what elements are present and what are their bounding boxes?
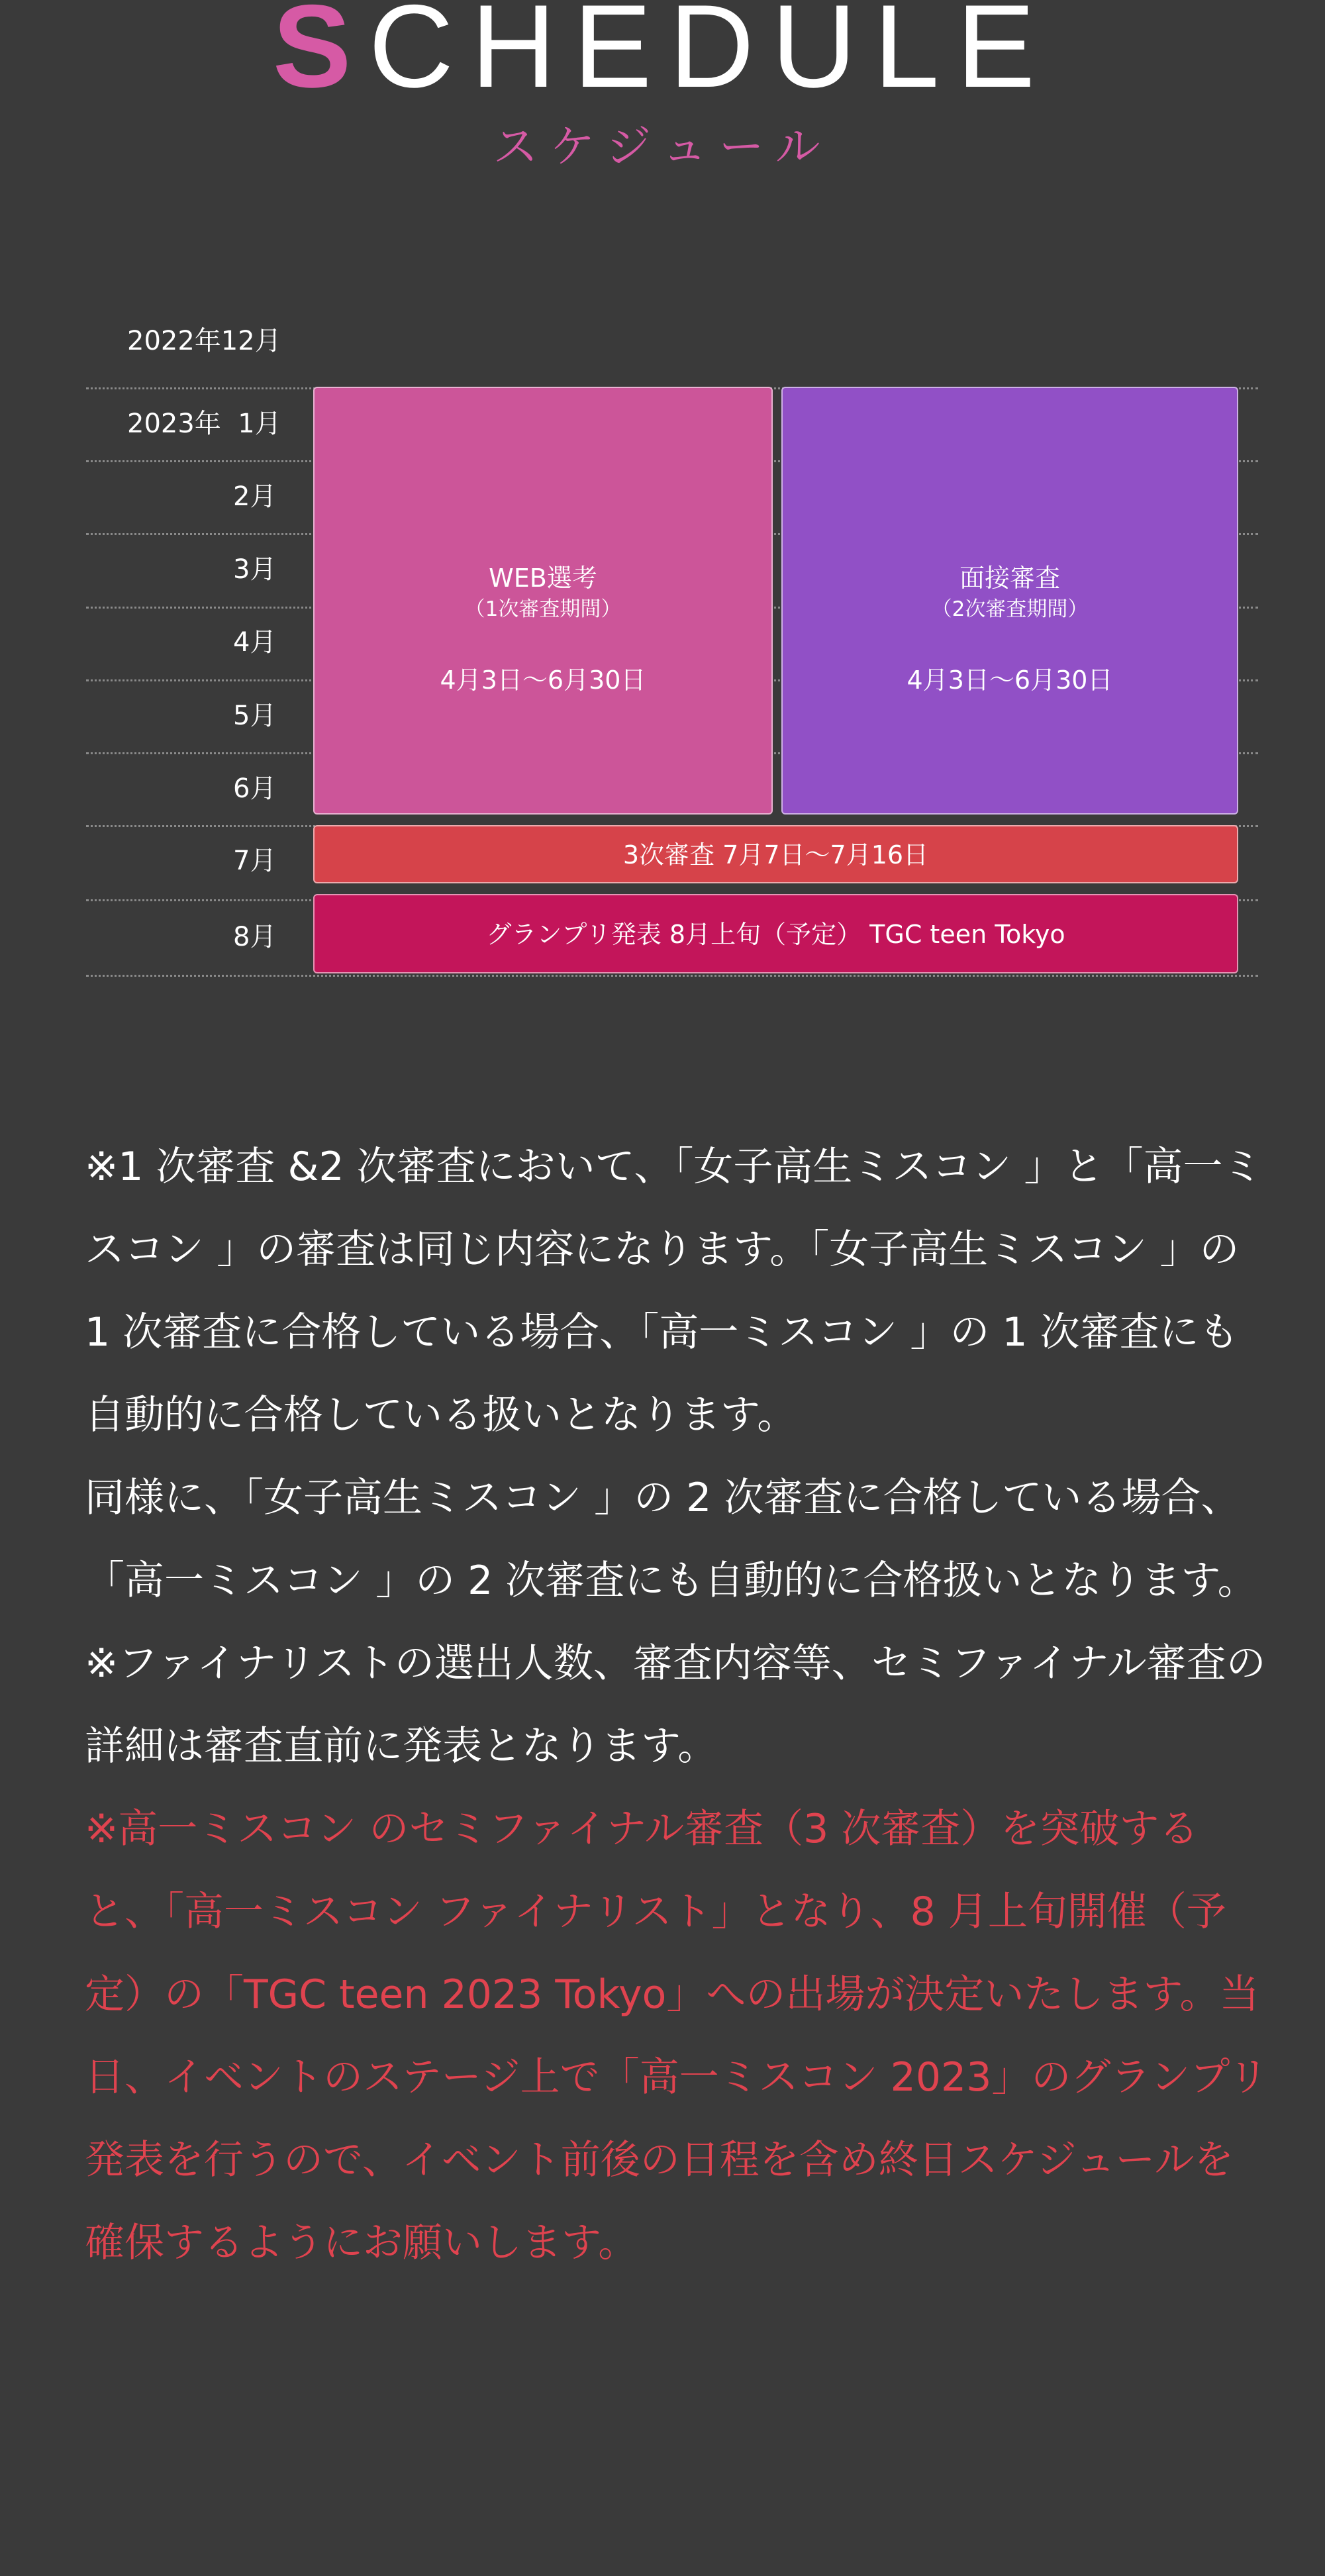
third-screening-bar (313, 825, 1238, 883)
interview-date: 4月3日〜6月30日 (907, 666, 1113, 695)
title-first-letter: S (272, 0, 369, 112)
note-finalist-details: ※ファイナリストの選出人数、審査内容等、セミファイナル審査の詳細は審査直前に発表となります。 (85, 1640, 1266, 1769)
row-label-08: 8月 (233, 922, 277, 952)
notes-section (85, 1126, 1270, 2285)
page-title (0, 0, 1325, 119)
page-subtitle: スケジュール (493, 121, 832, 173)
interview-block (781, 387, 1238, 815)
note-tgc-event: ※高一ミスコン のセミファイナル審査（3 次審査）を突破すると、「高一ミスコン ファイナリスト」となり、8 月上旬開催（予定）の「TGC teen 2023 Tokyo」への出場が決定いたします。当日、イベントのステージ上で「高一ミスコン 2023」のグランプリ発表を行うので、イベント前後の日程を含め終日スケジュールを確保するようにお願いします。 (85, 1806, 1268, 2266)
row-label-03: 3月 (233, 554, 277, 585)
interview-title: 面接審査 (959, 564, 1060, 593)
web-selection-date: 4月3日〜6月30日 (440, 666, 646, 695)
note-screening-shared: ※1 次審査 &2 次審査において、「女子高生ミスコン 」と「高一ミスコン 」の審査は同じ内容になります。「女子高生ミスコン 」の 1 次審査に合格している場合、「高一ミスコン 」の 1 次審査にも自動的に合格している扱いとなります。 (85, 1144, 1263, 1438)
interview-period-label: （2次審査期間） (931, 597, 1089, 621)
third-screening-text: 3次審査 7月7日〜7月16日 (622, 840, 929, 869)
note-second-screening: 同様に、「女子高生ミスコン 」の 2 次審査に合格している場合、「高一ミスコン 」の 2 次審査にも自動的に合格扱いとなります。 (85, 1475, 1257, 1604)
grandprix-text: グランプリ発表 8月上旬（予定） TGC teen Tokyo (486, 920, 1065, 949)
row-label-07: 7月 (233, 846, 277, 876)
row-label-06: 6月 (233, 773, 277, 804)
title-rest: CHEDULE (368, 0, 1053, 112)
row-label-2022-12: 2022年12月 (127, 326, 281, 356)
web-selection-block (313, 387, 773, 815)
row-label-04: 4月 (233, 627, 277, 658)
web-selection-title: WEB選考 (489, 564, 597, 593)
row-label-02: 2月 (233, 481, 277, 512)
schedule-table (86, 305, 1258, 980)
row-divider (86, 975, 1258, 977)
row-label-2023-01: 2023年 1月 (127, 409, 281, 439)
web-selection-period-label: （1次審査期間） (464, 597, 622, 621)
row-label-05: 5月 (233, 701, 277, 731)
grandprix-bar (313, 894, 1238, 973)
